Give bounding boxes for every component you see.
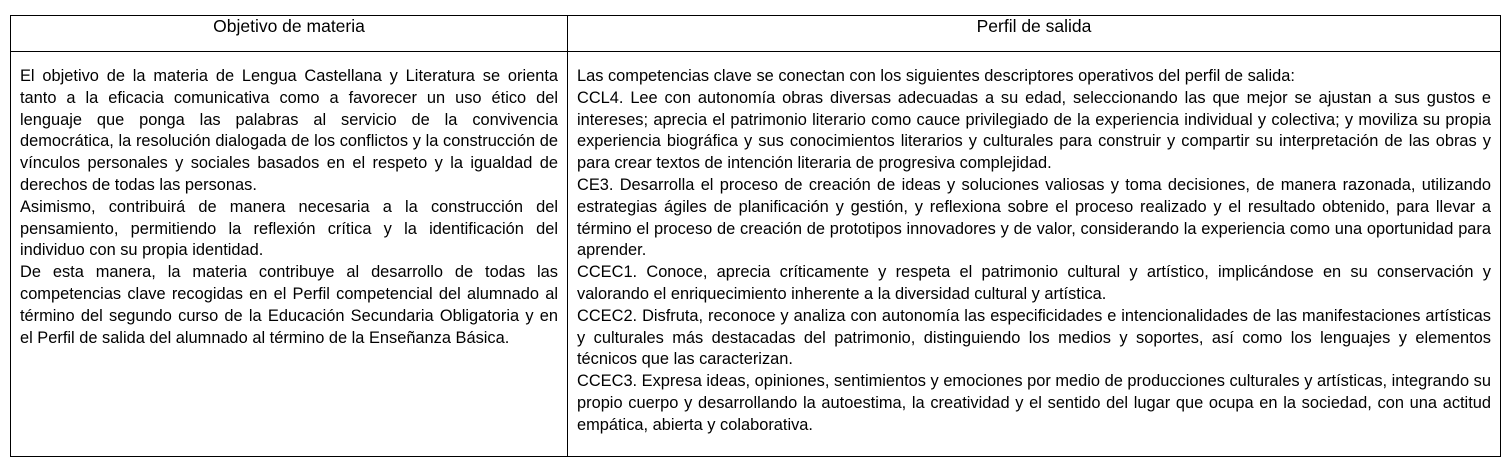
descriptor-ccec3: CCEC3. Expresa ideas, opiniones, sentimientos y emociones por medio de producciones culturales y artísticas, integrando su propio cuerpo y desarrollando la autoestima, la creatividad y el sentido del lugar que ocupa en la sociedad, con una actitud empática, abierta y colaborativa. xyxy=(577,372,1491,434)
descriptor-ccl4: CCL4. Lee con autonomía obras diversas adecuadas a su edad, seleccionando las que mejor se ajustan a sus gustos e intereses; aprecia el patrimonio literario como cauce privilegiado de la experiencia individual y colectiva; y moviliza su propia experiencia biográfica y sus conocimientos literarios y culturales para construir y compartir su interpretación de las obras y para crear textos de intención literaria de progresiva complejidad. xyxy=(577,88,1491,173)
descriptor-ccec1: CCEC1. Conoce, aprecia críticamente y respeta el patrimonio cultural y artístico, implicándose en su conservación y valorando el enriquecimiento inherente a la diversidad cultural y artística. xyxy=(577,263,1491,303)
table-header-row xyxy=(11,16,1501,52)
descriptor-ccec2: CCEC2. Disfruta, reconoce y analiza con autonomía las especificidades e intencionalidades de las manifestaciones artísticas y culturales más destacadas del patrimonio, distinguiendo los medios y soportes, así como los lenguajes y elementos técnicos que las caracterizan. xyxy=(577,306,1491,369)
objetivo-paragraph: De esta manera, la materia contribuye al desarrollo de todas las competencias clave recogidas en el Perfil competencial del alumnado al término del segundo curso de la Educación Secundaria Obligatoria y en el Perfil de salida del alumnado al término de la Enseñanza Básica. xyxy=(20,263,558,347)
perfil-cell xyxy=(568,52,1501,457)
table-body-row xyxy=(11,52,1501,457)
header-objetivo: Objetivo de materia xyxy=(11,16,568,52)
objetivo-paragraph: Asimismo, contribuirá de manera necesaria a la construcción del pensamiento, permitiendo la reflexión crítica y la identificación del individuo con su propia identidad. xyxy=(20,197,558,260)
perfil-intro: Las competencias clave se conectan con los siguientes descriptores operativos del perfil de salida: xyxy=(577,67,1295,85)
competencias-table xyxy=(10,15,1501,457)
header-perfil: Perfil de salida xyxy=(568,16,1501,52)
objetivo-paragraph: El objetivo de la materia de Lengua Castellana y Literatura se orienta tanto a la eficacia comunicativa como a favorecer un uso ético del lenguaje que ponga las palabras al servicio de la convivencia democrática, la resolución dialogada de los conflictos y la construcción de vínculos personales y sociales basados en el respeto y la igualdad de derechos de todas las personas. xyxy=(20,67,558,194)
objetivo-cell xyxy=(11,52,568,457)
descriptor-ce3: CE3. Desarrolla el proceso de creación de ideas y soluciones valiosas y toma decisiones, de manera razonada, utilizando estrategias ágiles de planificación y gestión, y reflexiona sobre el proceso realizado y el resultado obtenido, para llevar a término el proceso de creación de prototipos innovadores y de valor, considerando la experiencia como una oportunidad para aprender. xyxy=(577,175,1491,260)
